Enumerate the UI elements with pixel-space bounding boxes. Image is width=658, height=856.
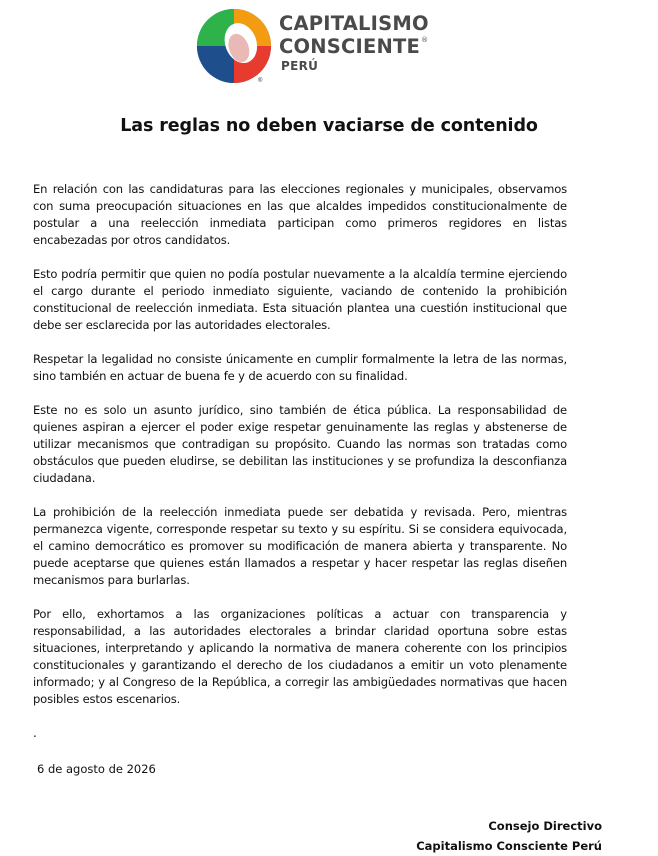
- paragraph: Esto podría permitir que quien no podía postular nuevamente a la alcaldía termine ejerciendo el cargo durante el periodo inmediato siguiente, vaciando de contenido la prohibición constitucional de reelección inmediata. Esta situación plantea una cuestión institucional que debe ser esclarecida por las autoridades electorales.: [33, 267, 567, 332]
- brand-line-2: [279, 34, 429, 58]
- brand-country: PERÚ: [281, 59, 319, 73]
- signature-line-1: Consejo Directivo: [488, 819, 602, 833]
- paragraph: Respetar la legalidad no consiste únicamente en cumplir formalmente la letra de las normas, sino también en actuar de buena fe y de acuerdo con su finalidad.: [33, 352, 567, 383]
- document-body: [33, 181, 567, 725]
- brand-line-1: CAPITALISMO: [279, 12, 429, 35]
- header: [195, 6, 495, 92]
- signature-line-2: Capitalismo Consciente Perú: [416, 839, 602, 853]
- signature-block: [416, 816, 602, 856]
- paragraph: Por ello, exhortamos a las organizaciones políticas a actuar con transparencia y responsabilidad, a las autoridades electorales a brindar claridad oportuna sobre estas situaciones, interpretando y aplicando la normativa de manera coherente con los principios constitucionales y garantizando el derecho de los ciudadanos a emitir un voto plenamente informado; y al Congreso de la República, a corregir las ambigüedades normativas que hacen posibles estos escenarios.: [33, 607, 567, 706]
- logo-registered-mark: ®: [258, 78, 263, 84]
- brand-wordmark: [279, 14, 429, 72]
- brand-line-2-text: CONSCIENTE: [279, 34, 421, 58]
- document-date: 6 de agosto de 2026: [37, 762, 156, 776]
- paragraph: En relación con las candidaturas para las elecciones regionales y municipales, observamos con suma preocupación situaciones en las que alcaldes impedidos constitucionalmente de postular a una reelección inmediata participan como primeros regidores en listas encabezadas por otros candidatos.: [33, 182, 567, 247]
- document-title: Las reglas no deben vaciarse de contenido: [120, 116, 538, 136]
- stray-dot: .: [33, 726, 37, 740]
- capitalismo-consciente-logo-icon: [195, 6, 273, 86]
- paragraph: Este no es solo un asunto jurídico, sino también de ética pública. La responsabilidad de quienes aspiran a ejercer el poder exige respetar genuinamente las reglas y abstenerse de utilizar mecanismos que contradigan su propósito. Cuando las normas son tratadas como obstáculos que pueden eludirse, se debilitan las instituciones y se profundiza la desconfianza ciudadana.: [33, 403, 567, 485]
- brand-registered-mark: ®: [421, 35, 429, 44]
- paragraph: La prohibición de la reelección inmediata puede ser debatida y revisada. Pero, mientras permanezca vigente, corresponde respetar su texto y su espíritu. Si se considera equivocada, el camino democrático es promover su modificación de manera abierta y transparente. No puede aceptarse que quienes están llamados a respetar y hacer respetar las reglas diseñen mecanismos para burlarlas.: [33, 505, 567, 587]
